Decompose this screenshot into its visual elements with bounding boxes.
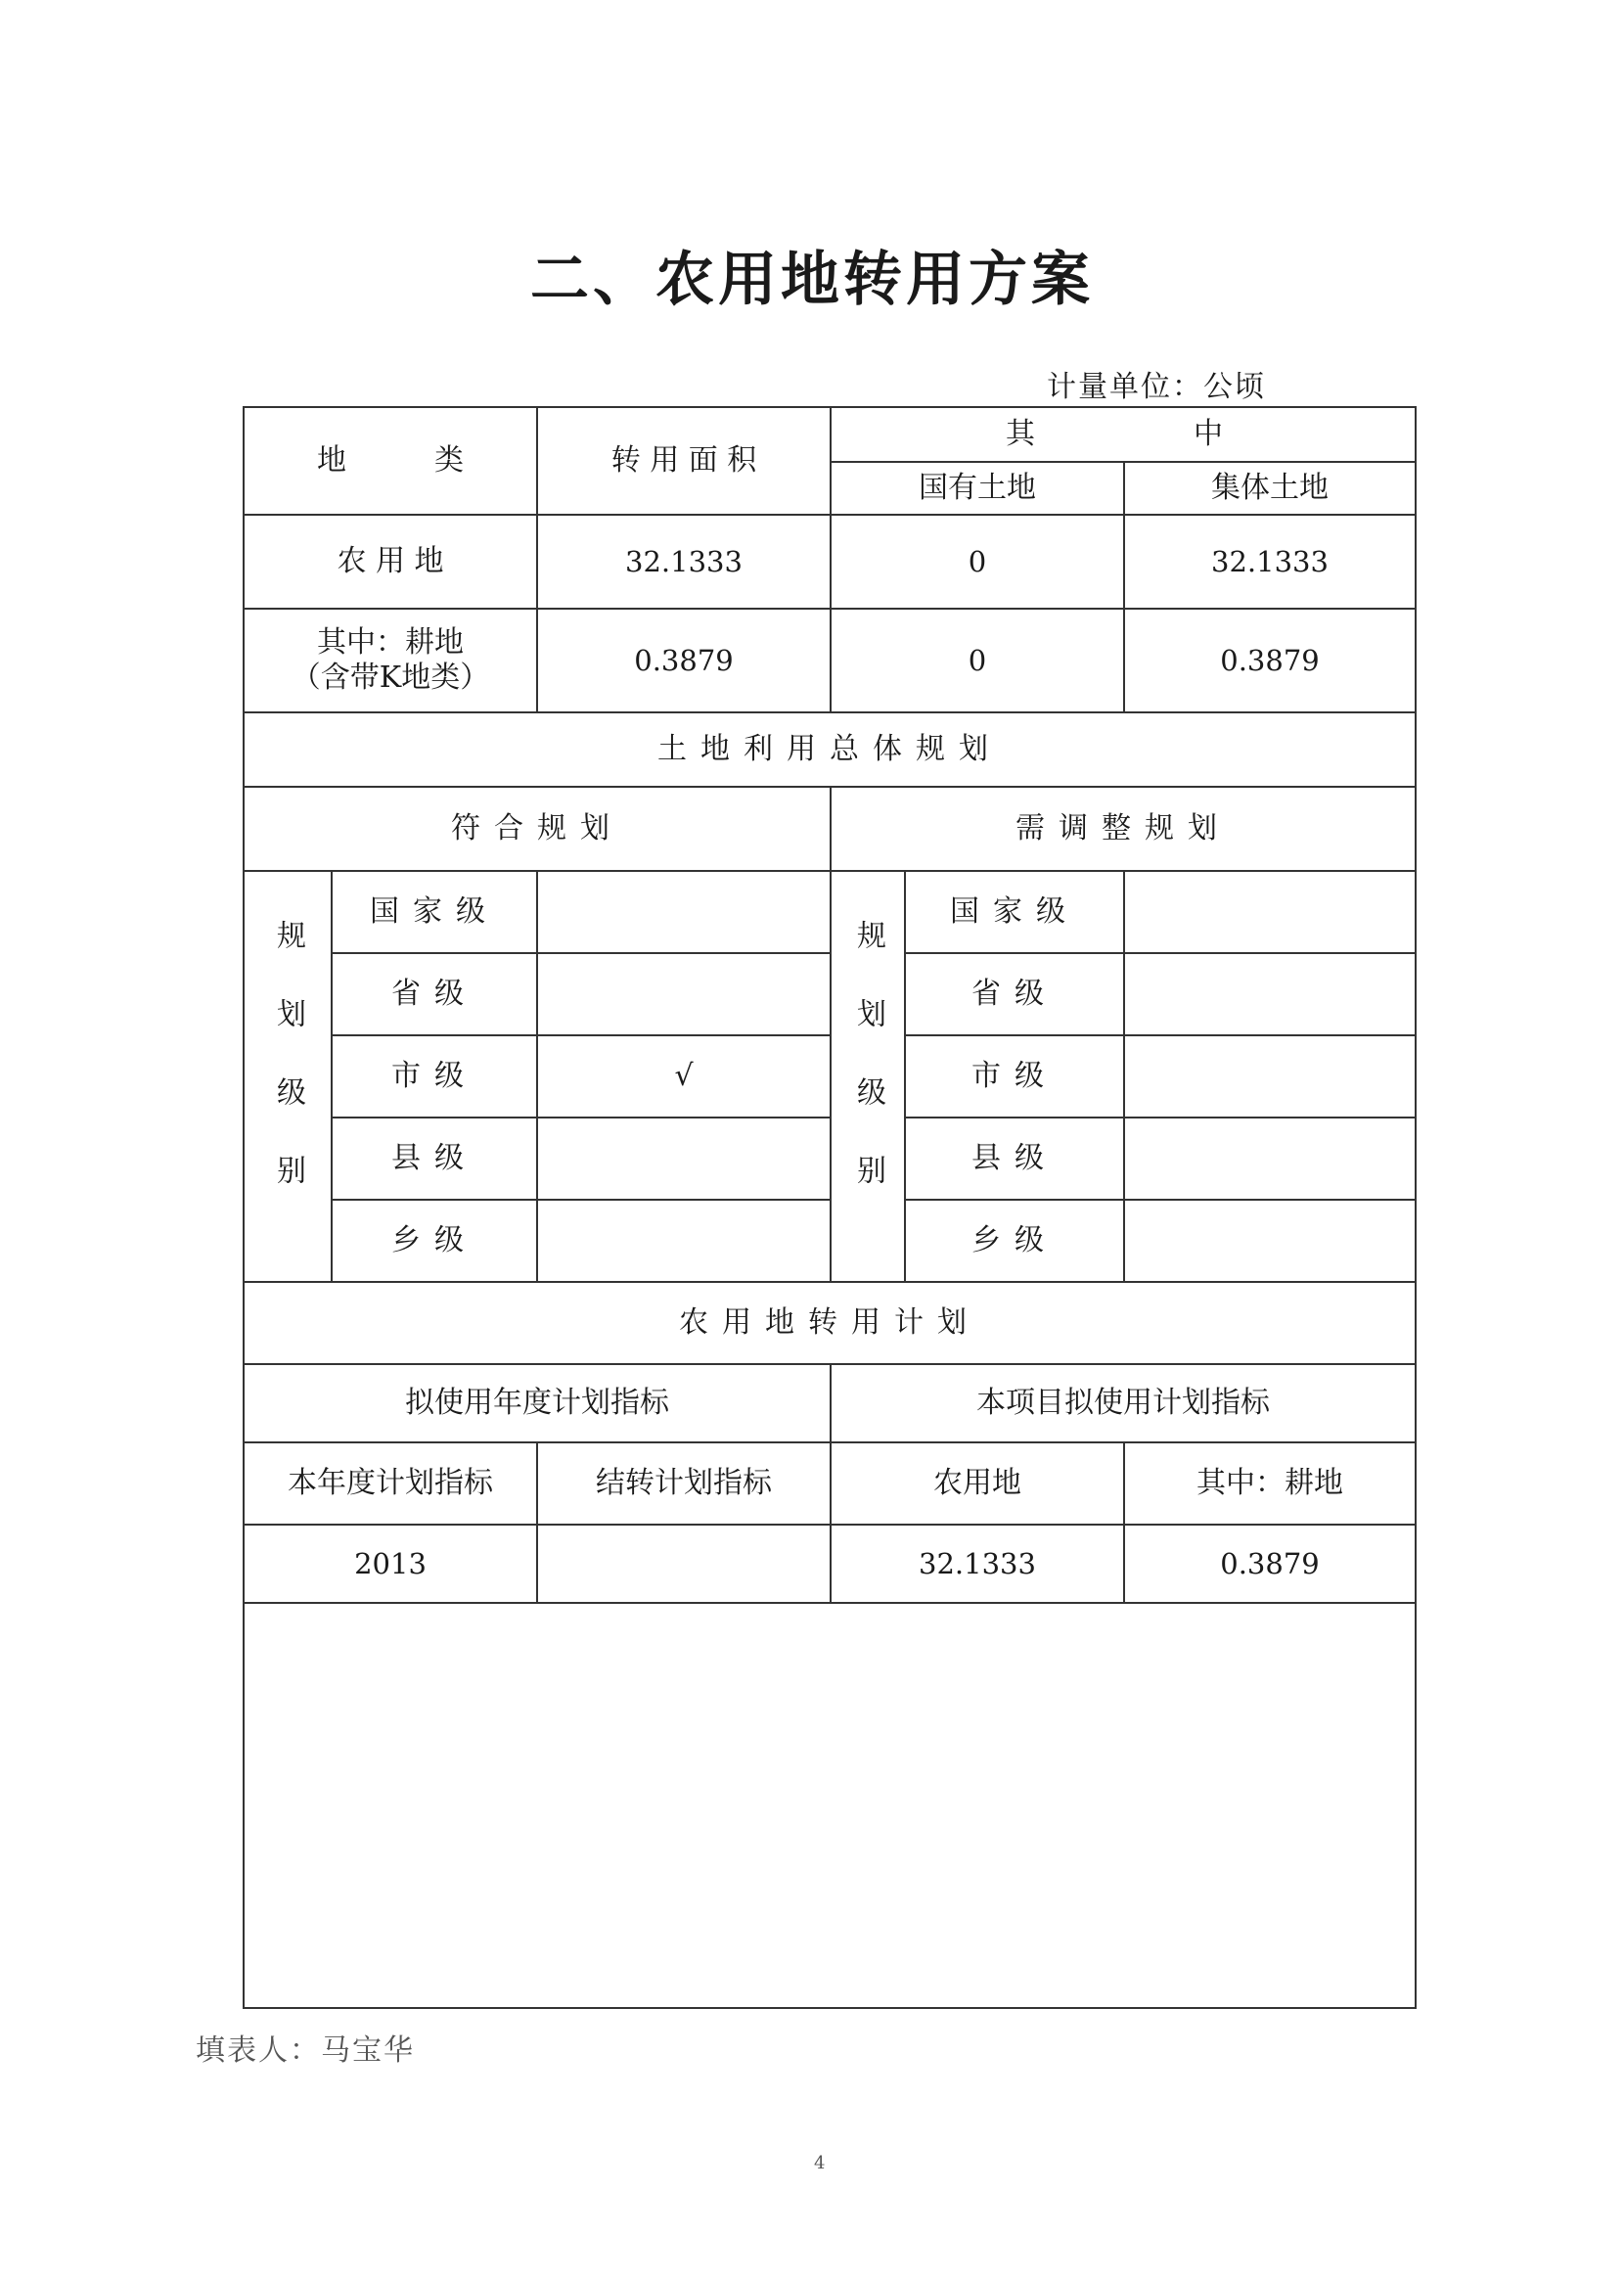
conform-mark-city: √ [538, 1036, 832, 1118]
conform-level-header: 规划级别 [245, 872, 333, 1283]
adjust-level-national: 国家级 [906, 872, 1125, 954]
conversion-plan-title: 农用地转用计划 [245, 1283, 1415, 1365]
page-number: 4 [814, 2153, 826, 2173]
row-label-cultivated-line2: （含带K地类） [291, 661, 490, 695]
adjust-mark-city [1125, 1036, 1415, 1118]
adjust-level-header: 规划级别 [832, 872, 906, 1283]
page-title: 二、农用地转用方案 [530, 246, 1094, 314]
conform-mark-national [538, 872, 832, 954]
adjust-level-township: 乡级 [906, 1201, 1125, 1283]
row-label-farmland: 农 用 地 [245, 516, 538, 610]
row-collective-cultivated: 0.3879 [1125, 610, 1415, 713]
header-land-type: 地 类 [245, 408, 538, 516]
conversion-form [243, 406, 1417, 2009]
conversion-plan-table [245, 1365, 1415, 1604]
project-index-header: 本项目拟使用计划指标 [832, 1365, 1415, 1443]
conform-level-national: 国家级 [333, 872, 538, 954]
header-state-land: 国有土地 [832, 463, 1125, 516]
conform-mark-county [538, 1118, 832, 1201]
row-state-cultivated: 0 [832, 610, 1125, 713]
adjust-level-city: 市级 [906, 1036, 1125, 1118]
conform-mark-provincial [538, 954, 832, 1036]
conform-plan-header: 符合规划 [245, 788, 832, 872]
header-collective-land: 集体土地 [1125, 463, 1415, 516]
cultivated-index-header: 其中：耕地 [1125, 1443, 1415, 1526]
row-label-cultivated [245, 610, 538, 713]
adjust-mark-county [1125, 1118, 1415, 1201]
adjust-mark-provincial [1125, 954, 1415, 1036]
plan-section-title: 土地利用总体规划 [245, 713, 1415, 788]
header-area: 转 用 面 积 [538, 408, 832, 516]
conform-level-provincial: 省级 [333, 954, 538, 1036]
adjust-mark-township [1125, 1201, 1415, 1283]
plan-level-table [245, 788, 1415, 1283]
row-state-farmland: 0 [832, 516, 1125, 610]
header-of-which: 其 中 [832, 408, 1415, 463]
carry-over-index-header: 结转计划指标 [538, 1443, 832, 1526]
row-label-cultivated-line1: 其中：耕地 [317, 625, 464, 660]
conform-level-city: 市级 [333, 1036, 538, 1118]
this-year-index-value: 2013 [245, 1526, 538, 1604]
conform-mark-township [538, 1201, 832, 1283]
farmland-index-header: 农用地 [832, 1443, 1125, 1526]
farmland-index-value: 32.1333 [832, 1526, 1125, 1604]
conform-level-county: 县级 [333, 1118, 538, 1201]
adjust-mark-national [1125, 872, 1415, 954]
unit-label: 计量单位：公顷 [1047, 370, 1266, 404]
adjust-plan-header: 需调整规划 [832, 788, 1415, 872]
row-collective-farmland: 32.1333 [1125, 516, 1415, 610]
annual-index-header: 拟使用年度计划指标 [245, 1365, 832, 1443]
adjust-level-county: 县级 [906, 1118, 1125, 1201]
form-filler: 填表人：马宝华 [196, 2033, 415, 2068]
area-table [245, 408, 1415, 713]
adjust-level-provincial: 省级 [906, 954, 1125, 1036]
carry-over-index-value [538, 1526, 832, 1604]
row-area-cultivated: 0.3879 [538, 610, 832, 713]
this-year-index-header: 本年度计划指标 [245, 1443, 538, 1526]
cultivated-index-value: 0.3879 [1125, 1526, 1415, 1604]
conform-level-township: 乡级 [333, 1201, 538, 1283]
row-area-farmland: 32.1333 [538, 516, 832, 610]
